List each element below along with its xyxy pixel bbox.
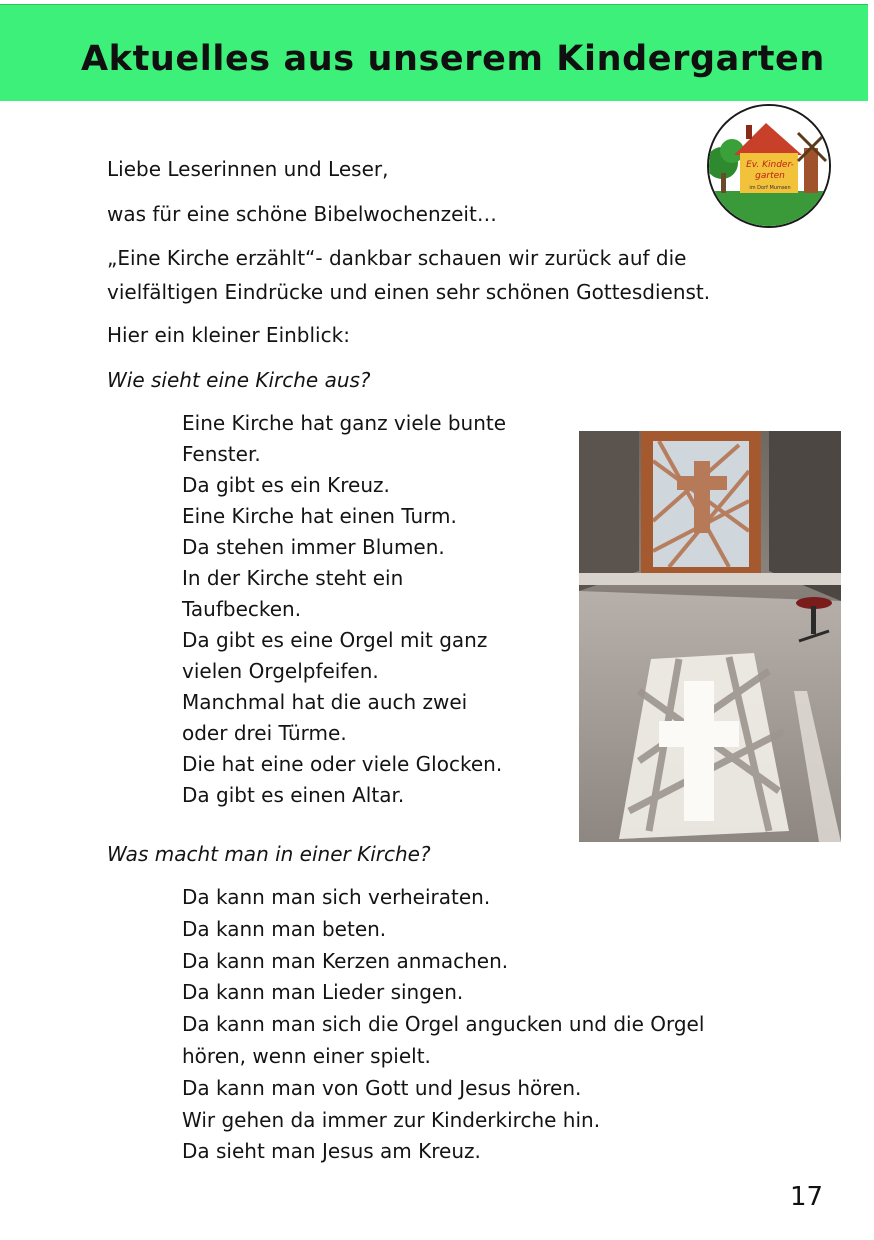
intro-paragraph-line-2: vielfältigen Eindrücke und einen sehr schönen Gottesdienst.	[107, 280, 711, 304]
kindergarten-logo	[704, 103, 834, 229]
list-item: Wir gehen da immer zur Kinderkirche hin.	[182, 1107, 601, 1132]
list-item: Da kann man sich verheiraten.	[182, 885, 491, 909]
list-item: Da gibt es eine Orgel mit ganz	[182, 628, 488, 652]
list-item: Taufbecken.	[182, 597, 302, 621]
list-item: Eine Kirche hat ganz viele bunte	[182, 411, 507, 435]
list-item: vielen Orgelpfeifen.	[182, 659, 379, 683]
intro-line-einblick: Hier ein kleiner Einblick:	[107, 323, 350, 347]
list-item: Da kann man Lieder singen.	[182, 980, 464, 1005]
intro-paragraph-line-1: „Eine Kirche erzählt“- dankbar schauen wir zurück auf die	[107, 246, 687, 270]
list-item: Da kann man von Gott und Jesus hören.	[182, 1075, 582, 1100]
section-1-question: Wie sieht eine Kirche aus?	[107, 368, 371, 392]
list-item: Manchmal hat die auch zwei	[182, 690, 468, 714]
page-number: 17	[790, 1182, 824, 1212]
list-item: Da kann man Kerzen anmachen.	[182, 948, 509, 973]
list-item: Da gibt es ein Kreuz.	[182, 473, 390, 497]
list-item: Da kann man sich die Orgel angucken und die Orgel	[182, 1012, 705, 1037]
section-2-list	[182, 882, 704, 1168]
section-1-list	[182, 408, 506, 811]
list-item: Eine Kirche hat einen Turm.	[182, 504, 457, 528]
list-item: Da sieht man Jesus am Kreuz.	[182, 1139, 481, 1164]
list-item: Da stehen immer Blumen.	[182, 535, 445, 559]
logo-text-3: im Dorf Mumsen	[749, 185, 791, 191]
logo-text-1: Ev. Kinder-	[746, 160, 794, 170]
church-window-photo	[579, 431, 841, 842]
greeting: Liebe Leserinnen und Leser,	[107, 157, 389, 181]
header-banner	[0, 4, 868, 101]
logo-text-2: garten	[755, 171, 785, 181]
intro-line: was für eine schöne Bibelwochenzeit…	[107, 202, 497, 226]
list-item: Da gibt es einen Altar.	[182, 783, 405, 807]
list-item: Die hat eine oder viele Glocken.	[182, 752, 503, 776]
list-item: In der Kirche steht ein	[182, 566, 404, 590]
page-title: Aktuelles aus unserem Kindergarten	[81, 39, 825, 79]
list-item: hören, wenn einer spielt.	[182, 1043, 431, 1068]
list-item: oder drei Türme.	[182, 721, 347, 745]
section-2-question: Was macht man in einer Kirche?	[107, 842, 431, 866]
list-item: Da kann man beten.	[182, 916, 387, 941]
list-item: Fenster.	[182, 442, 261, 466]
